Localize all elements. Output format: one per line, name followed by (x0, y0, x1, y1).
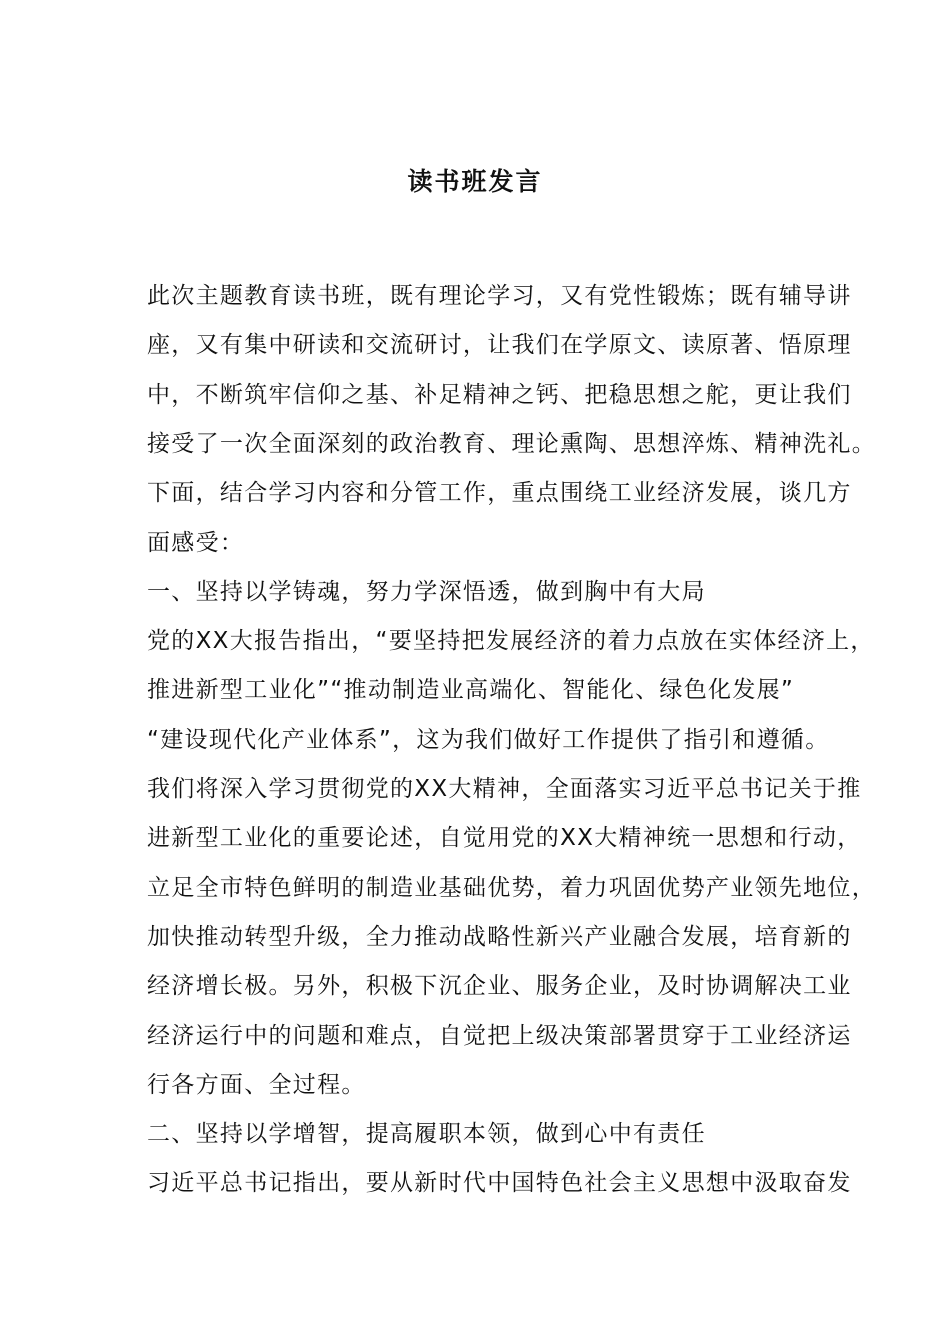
paragraph-line: 接受了一次全面深刻的政治教育、理论熏陶、思想淬炼、精神洗礼。 (147, 430, 876, 457)
paragraph-line: 经济运行中的问题和难点，自觉把上级决策部署贯穿于工业经济运 (147, 1022, 852, 1049)
paragraph-line: 此次主题教育读书班，既有理论学习，又有党性锻炼；既有辅导讲 (147, 283, 852, 309)
paragraph-line: 面感受： (147, 529, 245, 556)
paragraph-line: 加快推动转型升级，全力推动战略性新兴产业融合发展，培育新的 (147, 923, 852, 950)
document-title: 读书班发言 (407, 167, 543, 196)
paragraph-line: “建设现代化产业体系”，这为我们做好工作提供了指引和遵循。 (147, 726, 830, 753)
paragraph-line: 立足全市特色鲜明的制造业基础优势，着力巩固优势产业领先地位， (147, 874, 876, 901)
section-heading-line: 一、坚持以学铸魂，努力学深悟透，做到胸中有大局 (147, 578, 706, 605)
paragraph-line: 中，不断筑牢信仰之基、补足精神之钙、把稳思想之舵，更让我们 (147, 381, 852, 408)
section-heading-line: 二、坚持以学增智，提高履职本领，做到心中有责任 (147, 1121, 706, 1148)
paragraph-line: 下面，结合学习内容和分管工作，重点围绕工业经济发展，谈几方 (147, 480, 852, 507)
paragraph-line: 经济增长极。另外，积极下沉企业、服务企业，及时协调解决工业 (147, 973, 852, 1000)
paragraph-line: 党的XX大报告指出，“要坚持把发展经济的着力点放在实体经济上， (147, 628, 875, 655)
paragraph-line: 座，又有集中研读和交流研讨，让我们在学原文、读原著、悟原理 (147, 332, 852, 359)
paragraph-line: 行各方面、全过程。 (147, 1071, 366, 1098)
paragraph-line: 习近平总书记指出，要从新时代中国特色社会主义思想中汲取奋发 (147, 1170, 852, 1197)
paragraph-line: 进新型工业化的重要论述，自觉用党的XX大精神统一思想和行动， (147, 825, 862, 852)
paragraph-line: 我们将深入学习贯彻党的XX大精神，全面落实习近平总书记关于推 (147, 776, 862, 802)
paragraph-line: 推进新型工业化”“推动制造业高端化、智能化、绿色化发展” (147, 677, 795, 704)
